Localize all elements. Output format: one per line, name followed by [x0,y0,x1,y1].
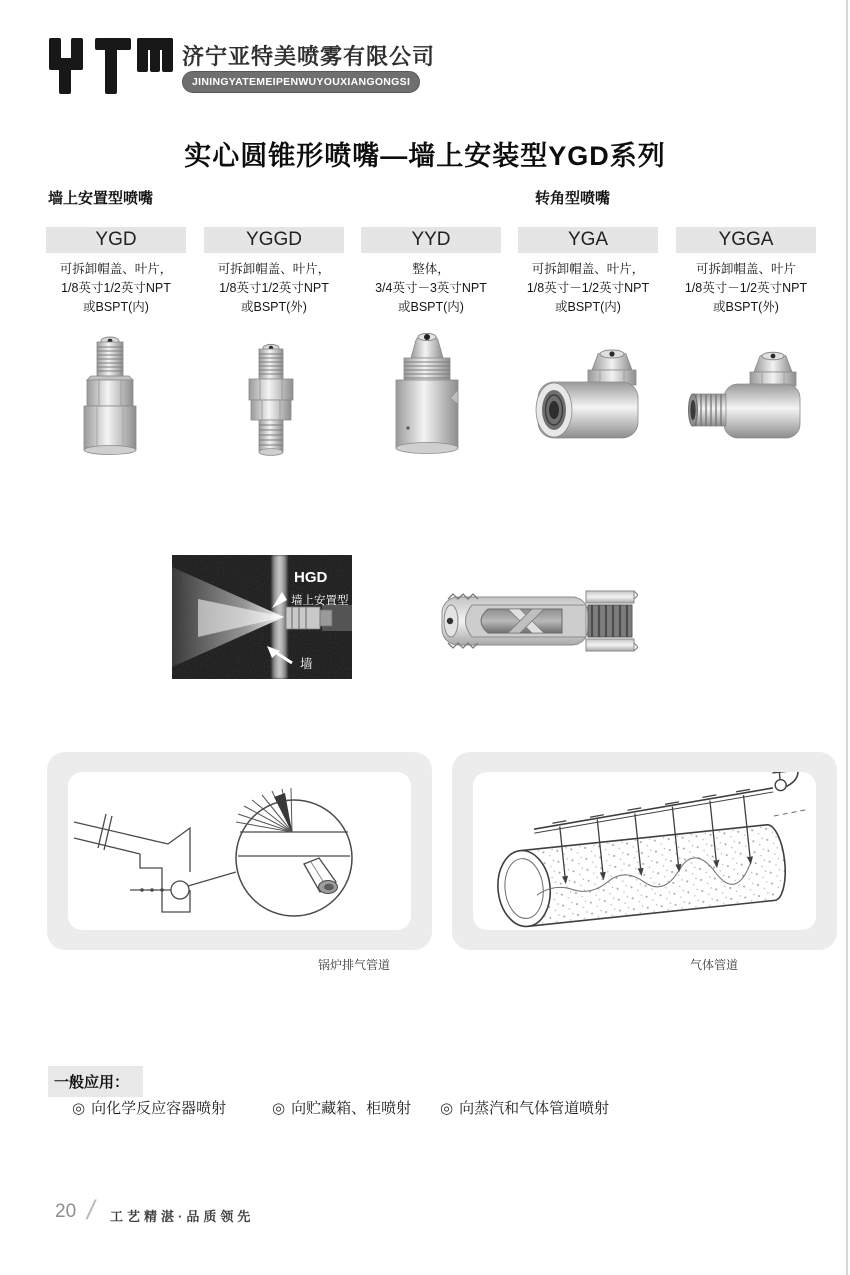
general-application-item [72,1097,226,1118]
model-header: YGA [518,227,658,253]
general-item-text: 向蒸汽和气体管道喷射 [459,1100,610,1117]
application-box-boiler [47,752,432,950]
caption-boiler-exhaust: 锅炉排气管道 [318,958,391,972]
desc-line: 整体， [412,262,450,276]
nozzle-image-yggd [237,343,305,465]
nozzle-image-yga [528,348,652,447]
desc-line: 1/8英寸1/2英寸NPT [219,281,329,295]
desc-line: 或BSPT(外) [241,300,307,314]
model-header: YYD [361,227,501,253]
general-application-item [440,1097,609,1118]
group-label-angle: 转角型喷嘴 [535,190,611,207]
product-col-yga [518,227,658,317]
desc-line: 可拆卸帽盖、叶片 [695,262,796,276]
footer-slash: / [87,1195,95,1225]
bullet-icon: ◎ [72,1100,86,1117]
desc-line: 或BSPT(外) [713,300,779,314]
general-item-text: 向化学反应容器喷射 [91,1100,227,1117]
desc-line: 1/8英寸－1/2英寸NPT [684,281,808,295]
page-title: 实心圆锥形喷嘴—墙上安装型YGD系列 [184,141,666,171]
desc-line: 或BSPT(内) [83,300,149,314]
general-item-text: 向贮藏箱、柜喷射 [291,1100,412,1117]
model-header: YGD [46,227,186,253]
desc-line: 3/4英寸－3英寸NPT [375,281,487,295]
product-col-ygga [676,227,816,317]
page-edge-line [846,0,848,1275]
company-pinyin-badge: JININGYATEMEIPENWUYOUXIANGONGSI [182,71,420,93]
product-col-ygd [46,227,186,317]
product-col-yggd [204,227,344,317]
photo-label-model: HGD [294,569,328,586]
nozzle-image-yyd [388,332,466,461]
gas-pipe-drawing [473,772,816,930]
photo-label-type: 墙上安置型 [291,595,349,607]
bullet-icon: ◎ [272,1100,286,1117]
photo-label-wall: 墙 [300,657,313,671]
desc-line: 可拆卸帽盖、叶片， [59,262,173,276]
bullet-icon: ◎ [440,1100,454,1117]
desc-line: 1/8英寸－1/2英寸NPT [526,281,650,295]
general-application-item [272,1097,411,1118]
desc-line: 或BSPT(内) [555,300,621,314]
page-number: 20 [55,1201,77,1222]
nozzle-cutaway-figure [440,583,638,659]
model-header: YGGD [204,227,344,253]
desc-line: 或BSPT(内) [398,300,464,314]
desc-line: 1/8英寸1/2英寸NPT [61,281,171,295]
model-header: YGGA [676,227,816,253]
desc-line: 可拆卸帽盖、叶片， [531,262,645,276]
spray-photo [172,555,352,679]
company-name: 济宁亚特美喷雾有限公司 [182,44,436,69]
caption-gas-pipe: 气体管道 [690,958,739,972]
application-box-gas-pipe [452,752,837,950]
group-label-wall-mount: 墙上安置型喷嘴 [48,190,154,207]
product-col-yyd [361,227,501,317]
desc-line: 可拆卸帽盖、叶片， [217,262,331,276]
nozzle-image-ygga [686,348,810,447]
general-applications-heading: 一般应用： [48,1066,143,1097]
ytm-logo-icon [45,36,175,96]
nozzle-image-ygd [73,336,147,461]
footer-tagline: 工艺精湛·品质领先 [110,1209,255,1224]
boiler-drawing [68,772,411,930]
